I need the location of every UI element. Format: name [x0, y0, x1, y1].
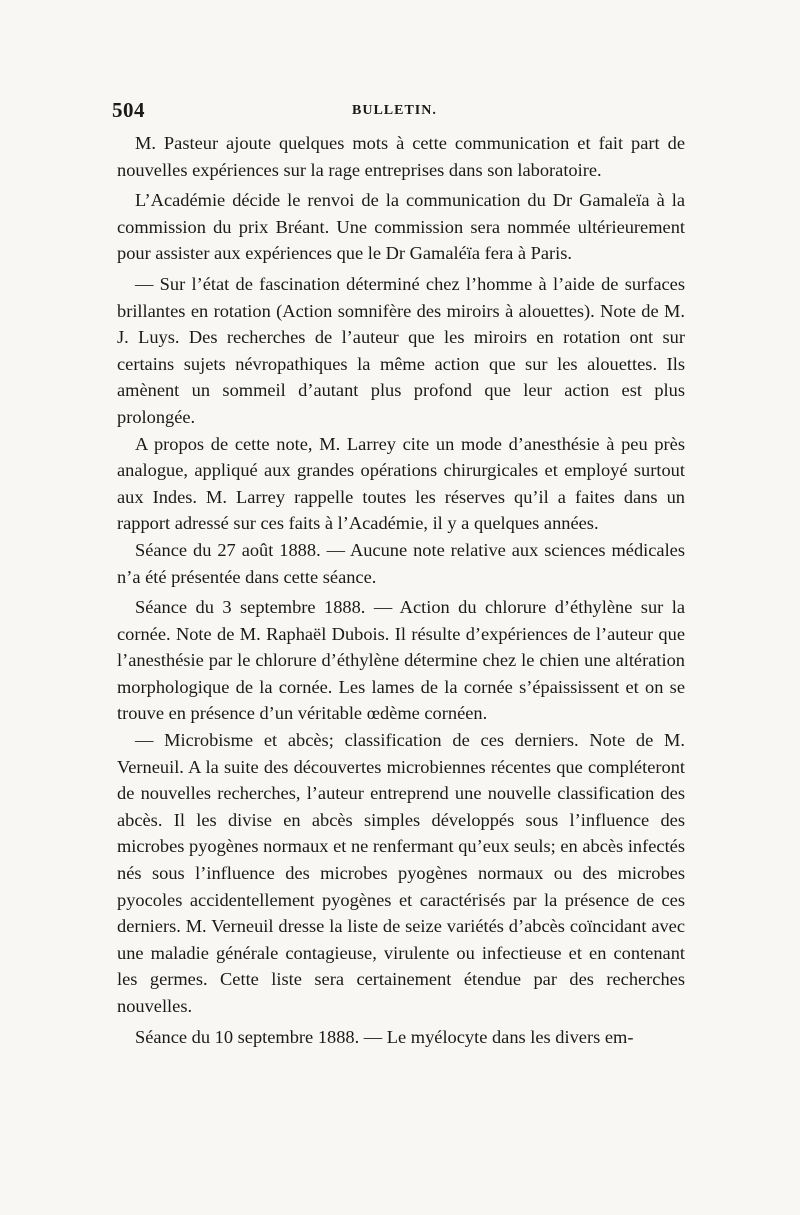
page-header [112, 98, 688, 126]
paragraph-gamaleia: L’Académie décide le renvoi de la communication du Dr Gamaleïa à la commission du prix Bréant. Une commission sera nommée ultérieurement pour assister aux expériences que le Dr Gamaléïa fera à Paris. [117, 190, 685, 264]
page-number: 504 [112, 98, 145, 122]
paragraph-seance-3-septembre: Séance du 3 septembre 1888. — Action du chlorure d’éthylène sur la cornée. Note de M. Raphaël Dubois. Il résulte d’expériences de l’auteur que l’anesthésie par le chlorure d’éthylène détermine chez le chien une altération morphologique de la cornée. Les lames de la cornée s’épaississent et on se trouve en présence d’un véritable œdème cornéen. [117, 597, 685, 724]
paragraph-seance-10-septembre: Séance du 10 septembre 1888. — Le myélocyte dans les divers em- [135, 1026, 634, 1047]
paragraph-verneuil: — Microbisme et abcès; classification de ces derniers. Note de M. Verneuil. A la suite des découvertes microbiennes récentes que compléteront de nouvelles recherches, l’auteur entreprend une nouvelle classification des abcès. Il les divise en abcès simples développés sous l’influence des microbes pyogènes normaux et ne renfermant qu’eux seuls; en abcès infectés nés sous l’influence des microbes pyogènes normaux ou des microbes pyocoles accidentellement pyogènes et caractérisés par la présence de ces derniers. M. Verneuil dresse la liste de seize variétés d’abcès coïncidant avec une maladie générale contagieuse, virulente ou infectieuse et en contenant les germes. Cette liste sera certainement étendue par des recherches nouvelles. [117, 730, 685, 1016]
paragraph-luys: — Sur l’état de fascination déterminé chez l’homme à l’aide de surfaces brillantes en rotation (Action somnifère des miroirs à alouettes). Note de M. J. Luys. Des recherches de l’auteur que les miroirs en rotation ont sur certains sujets névropathiques la même action que sur les alouettes. Ils amènent un sommeil d’autant plus profond que leur action est plus prolongée. [117, 273, 685, 427]
paragraph-pasteur: M. Pasteur ajoute quelques mots à cette communication et fait part de nouvelles expériences sur la rage entreprises dans son laboratoire. [117, 133, 685, 180]
running-title: BULLETIN. [352, 103, 437, 118]
paragraph-larrey: A propos de cette note, M. Larrey cite un mode d’anesthésie à peu près analogue, appliqué aux grandes opérations chirurgicales et employé surtout aux Indes. M. Larrey rappelle toutes les réserves qu’il a faites dans un rapport adressé sur ces faits à l’Académie, il y a quelques années. [117, 433, 685, 534]
paragraph-seance-27-aout: Séance du 27 août 1888. — Aucune note relative aux sciences médicales n’a été présentée dans cette séance. [117, 539, 685, 587]
body-text [117, 130, 685, 1050]
